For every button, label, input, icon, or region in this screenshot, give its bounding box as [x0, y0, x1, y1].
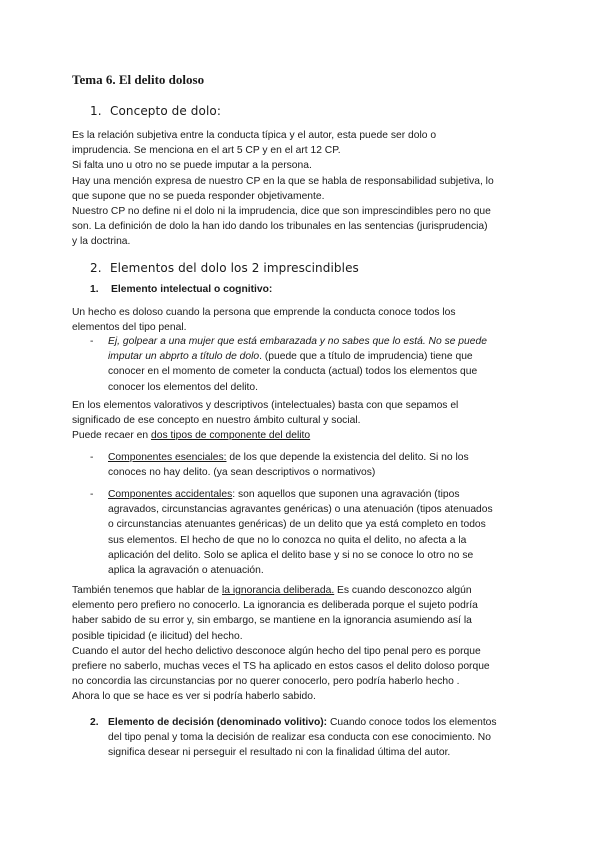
example-italic-text: imputar un abprto a título de dolo: [108, 351, 260, 363]
bullet-dash: -: [90, 489, 94, 500]
text-line: Si falta uno u otro no se puede imputar a la persona.: [72, 160, 312, 172]
example-italic-text: Ej, golpear a una mujer que está embarazada y no sabes que lo está. No se puede: [108, 336, 487, 347]
text-line: prefiere no saberlo, muchas veces el TS ha aplicado en estos casos el delito doloso porque: [72, 661, 490, 673]
intelectual-intro: [72, 305, 532, 335]
ignorancia-underlined: la ignorancia deliberada.: [221, 585, 335, 596]
text-line: haber sabido de su error y, sin embargo, se mantiene en la ignorancia asumiendo así la: [72, 615, 472, 627]
section-number: 1.: [90, 104, 102, 118]
componente-text: sus elementos. El hecho de que no lo conozca no quita el delito, no afecta a la: [108, 534, 467, 546]
ignorancia-rest: Es cuando desconozco algún: [334, 585, 472, 596]
text-line: Es la relación subjetiva entre la conducta típica y el autor, esta puede ser dolo o: [72, 130, 437, 141]
text-line: Un hecho es doloso cuando la persona que emprende la conducta conoce todos los: [72, 307, 456, 318]
item-text: del tipo penal y toma la decisión de realizar esa conducta con ese conocimiento. No: [108, 732, 491, 744]
text-line: elementos del tipo penal.: [72, 322, 187, 334]
recaer-underlined: dos tipos de componente del delito: [151, 430, 311, 442]
componente-text: o circunstancias atenuantes genéricas) de un delito que ya está completo en todos: [108, 519, 486, 531]
example-text: conocer en el momento de cometer la conducta (actual) todos los elementos que: [108, 366, 478, 378]
text-line: Nuestro CP no define ni el dolo ni la imprudencia, dice que son imprescindibles pero no que: [72, 206, 491, 218]
item-text: Cuando conoce todos los elementos: [327, 717, 497, 728]
text-line: que supone que no se pueda responder objetivamente.: [72, 190, 325, 202]
item-number: 1.: [90, 284, 99, 295]
valorativos-paragraph: [72, 398, 532, 444]
example-bullet: [90, 334, 530, 395]
text-line: Hay una mención expresa de nuestro CP en la que se habla de responsabilidad subjetiva, lo: [72, 175, 494, 187]
text-line: [72, 428, 532, 443]
componente-text: aplicación del delito. Solo se aplica el delito base y si no se conoce lo otro no se: [108, 549, 474, 561]
section-title: Elementos del dolo los 2 imprescindibles: [110, 261, 359, 275]
concepto-paragraph: [72, 128, 532, 250]
item-text: significa desear ni perseguir el resultado ni con la finalidad última del autor.: [108, 747, 451, 759]
text-line: Cuando el autor del hecho delictivo desconoce algún hecho del tipo penal pero es porque: [72, 645, 481, 657]
text-line: y la doctrina.: [72, 236, 131, 248]
componente-esencial-bullet: [90, 450, 530, 480]
section-heading-concepto: [90, 104, 221, 118]
subheading-elemento-intelectual: [90, 284, 272, 295]
elemento-decision-item: [90, 715, 530, 761]
componente-text: aplica la agravación o atenuación.: [108, 565, 264, 577]
item-title: Elemento intelectual o cognitivo:: [111, 284, 273, 295]
recaer-prefix: Puede recaer en: [72, 430, 151, 442]
ignorancia-paragraph: [72, 583, 532, 705]
componente-text: : son aquellos que suponen una agravación (tipos: [232, 489, 460, 500]
item-number: 2.: [90, 717, 99, 728]
example-text: . (puede que a título de imprudencia) tiene que: [259, 351, 473, 363]
componente-accidental-bullet: [90, 487, 530, 578]
componente-text: de los que depende la existencia del delito. Si no los: [226, 452, 469, 463]
text-line: son. La definición de dolo la han ido dando los tribunales en las sentencias (jurisprudencia): [72, 221, 488, 233]
section-heading-elementos: [90, 261, 359, 275]
example-text: conocer los elementos del delito.: [108, 381, 258, 393]
text-line: imprudencia. Se menciona en el art 5 CP y en el art 12 CP.: [72, 145, 341, 157]
bullet-dash: -: [90, 336, 94, 347]
section-title: Concepto de dolo:: [110, 104, 221, 118]
item-title: Elemento de decisión (denominado volitivo):: [108, 717, 328, 728]
text-line: elemento pero prefiero no conocerlo. La ignorancia es deliberada porque el sujeto podría: [72, 600, 478, 612]
bullet-dash: -: [90, 452, 94, 463]
text-line: En los elementos valorativos y descriptivos (intelectuales) basta con que sepamos el: [72, 400, 459, 411]
text-line: posible tipicidad (e ilicitud) del hecho.: [72, 630, 243, 642]
text-line: no concordia las circunstancias por no querer conocerlo, pero podría haberlo hecho .: [72, 676, 460, 688]
section-number: 2.: [90, 261, 102, 275]
ignorancia-prefix: También tenemos que hablar de: [72, 585, 222, 596]
componente-text: conoces no hay delito. (ya sean descriptivos o normativos): [108, 467, 376, 479]
componente-label: Componentes accidentales: [108, 489, 233, 500]
text-line: significado de ese concepto en nuestro ámbito cultural y social.: [72, 415, 361, 427]
componente-label: Componentes esenciales:: [108, 452, 227, 463]
componente-text: agravados, circunstancias agravantes genéricas) o una atenuación (tipos atenuados: [108, 504, 493, 516]
text-line: [72, 583, 532, 598]
text-line: Ahora lo que se hace es ver si podría haberlo sabido.: [72, 691, 316, 703]
document-title: Tema 6. El delito doloso: [72, 72, 205, 87]
